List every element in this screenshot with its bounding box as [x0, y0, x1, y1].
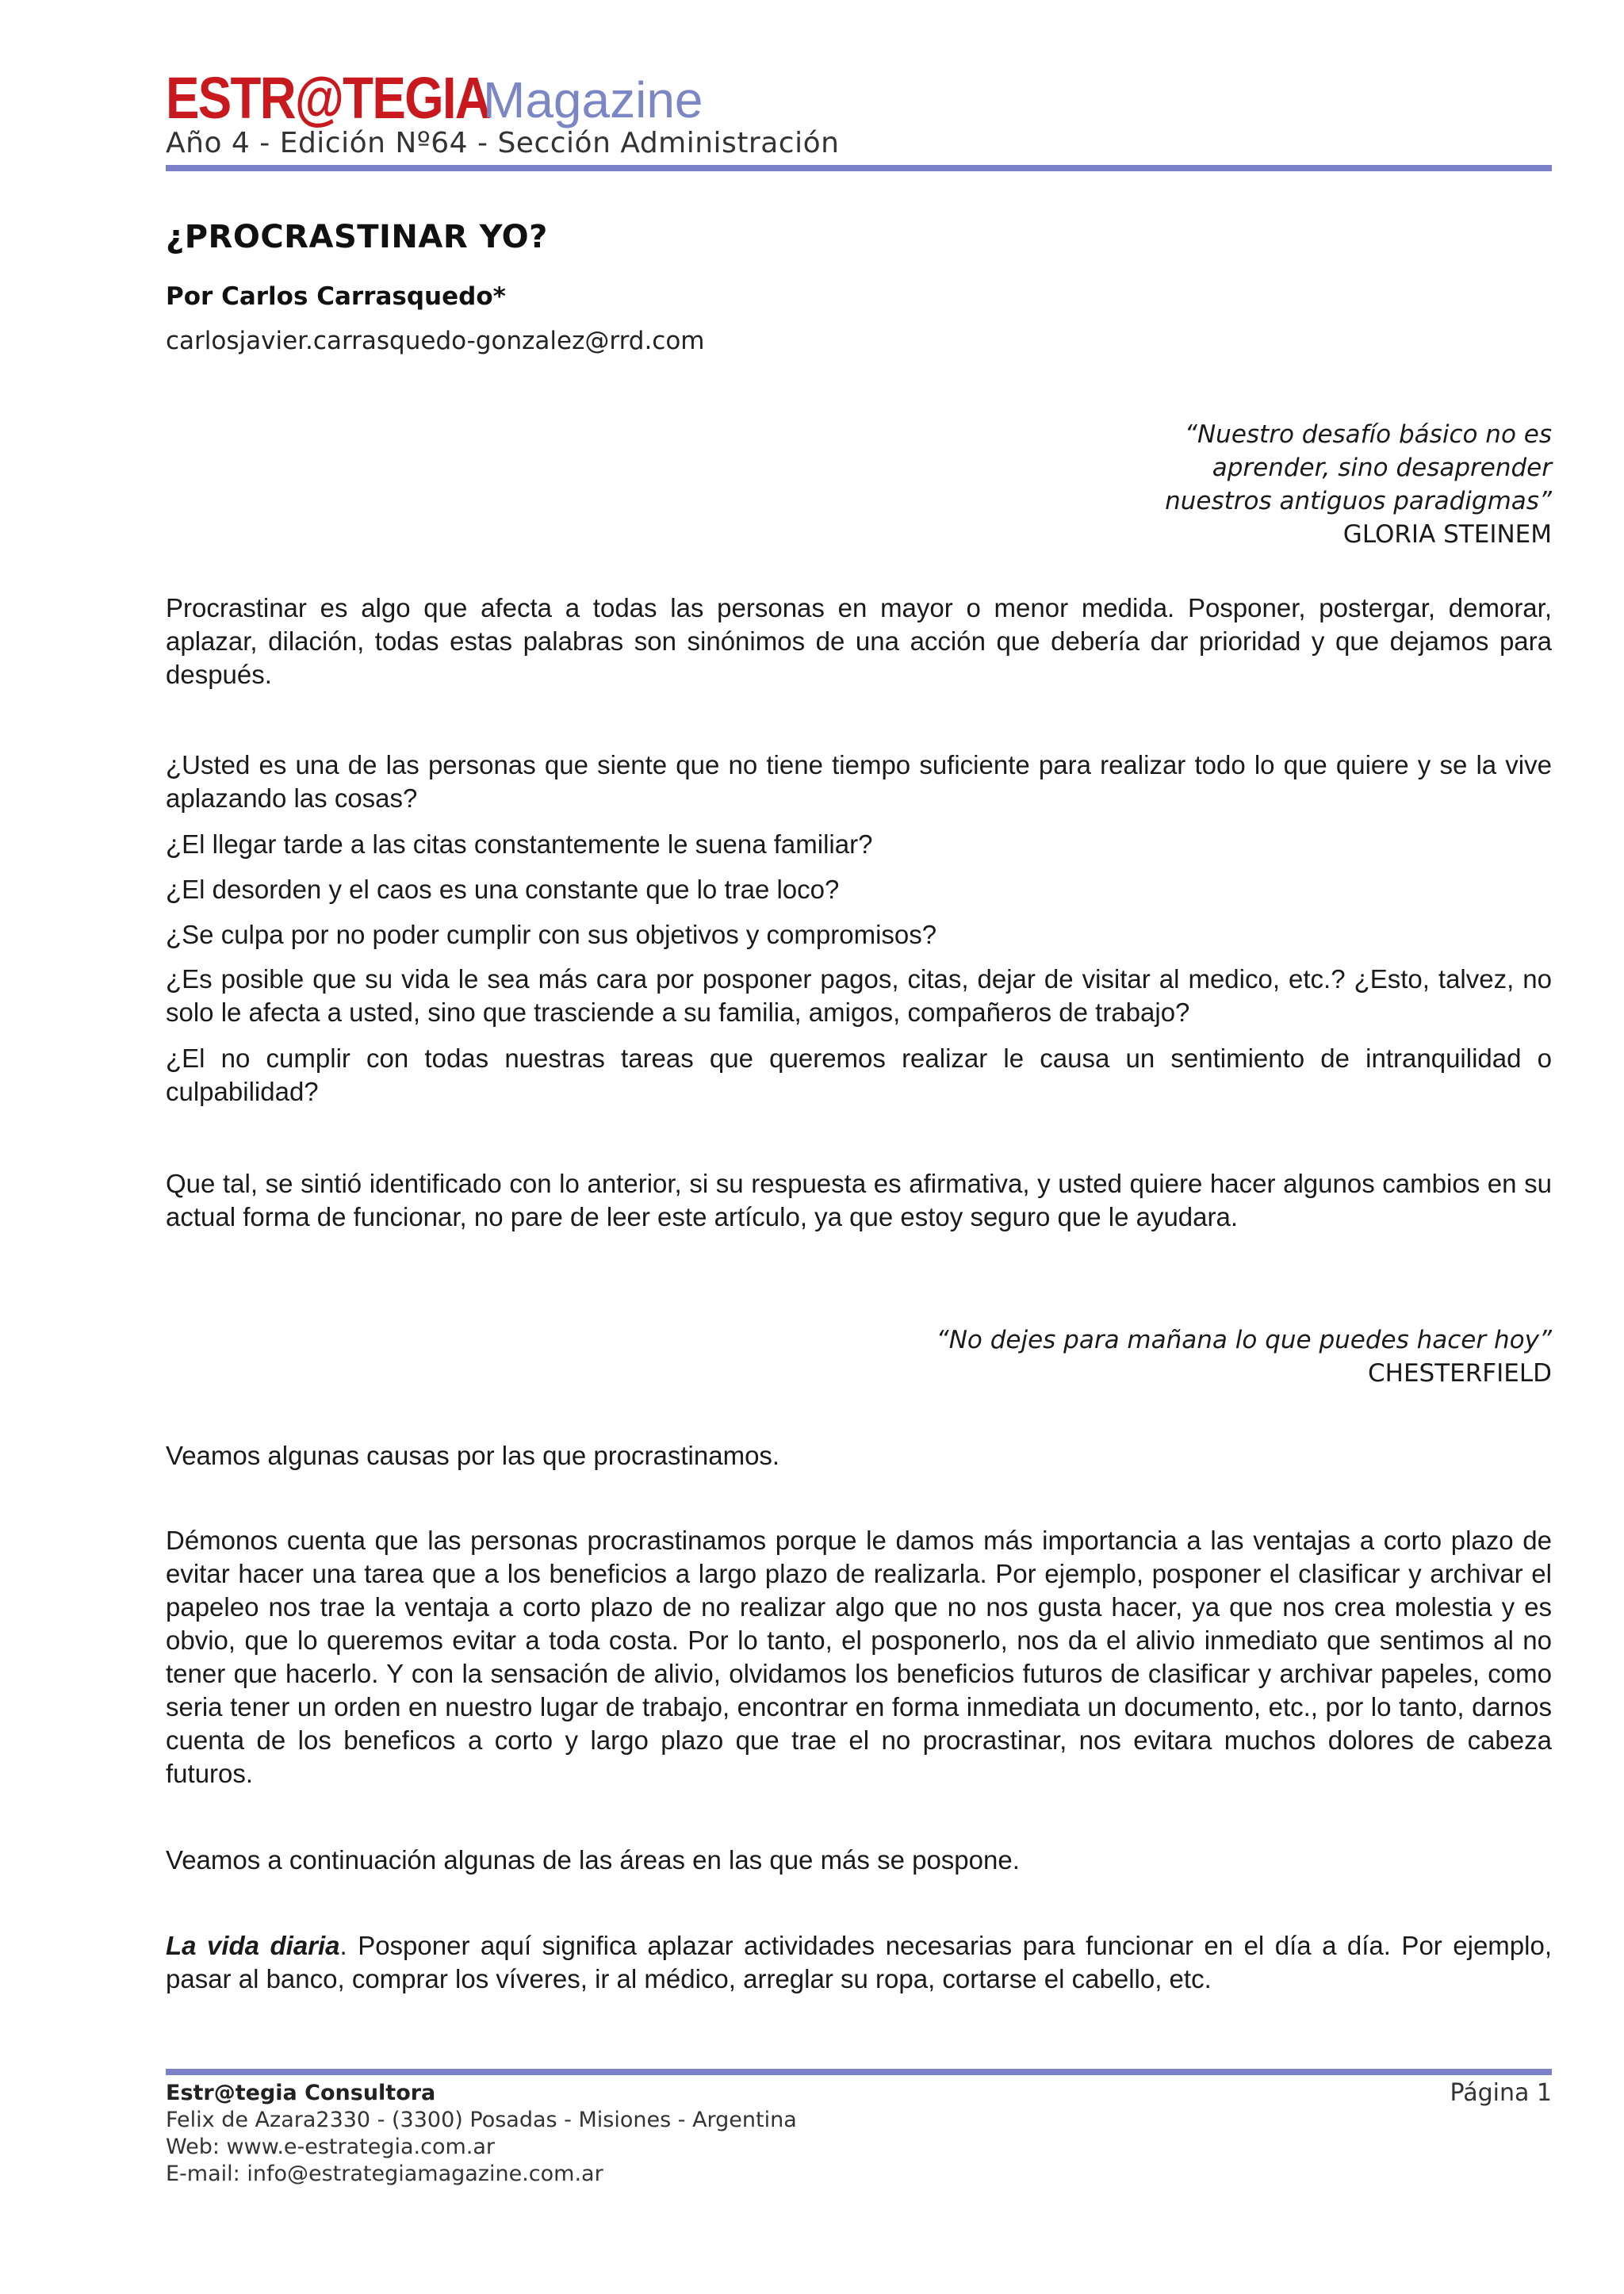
paragraph-daily-life — [166, 1929, 1552, 1996]
header-divider — [166, 165, 1552, 171]
daily-life-heading: La vida diaria — [166, 1931, 340, 1960]
question-5: ¿Es posible que su vida le sea más cara por posponer pagos, citas, dejar de visitar al medico, etc.? ¿Esto, talvez, no solo le afecta a usted, sino que trasciende a su familia, amigos, compañeros de trabajo? — [166, 964, 1552, 1027]
footer-email: E-mail: info@estrategiamagazine.com.ar — [166, 2162, 603, 2186]
article-title: ¿PROCRASTINAR YO? — [166, 219, 548, 255]
magazine-logo — [166, 65, 703, 131]
quote-author: GLORIA STEINEM — [1342, 520, 1552, 549]
question-1: ¿Usted es una de las personas que siente que no tiene tiempo suficiente para realizar todo lo que quiere y se la vive aplazando las cosas? — [166, 750, 1552, 813]
footer-company: Estr@tegia Consultora — [166, 2081, 436, 2105]
footer-address: Felix de Azara2330 - (3300) Posadas - Misiones - Argentina — [166, 2108, 797, 2132]
document-page — [166, 0, 1552, 2294]
logo-strong-text: ESTR@TEGIA — [166, 65, 491, 131]
paragraph-identified: Que tal, se sintió identificado con lo anterior, si su respuesta es afirmativa, y usted quiere hacer algunos cambios en su actual forma de funcionar, no pare de leer este artículo, ya que estoy seguro que le ayudara. — [166, 1169, 1552, 1231]
quote-text: “No dejes para mañana lo que puedes hacer hoy” — [936, 1326, 1552, 1354]
article-byline: Por Carlos Carrasquedo* — [166, 282, 506, 311]
paragraph-intro: Procrastinar es algo que afecta a todas las personas en mayor o menor medida. Posponer, postergar, demorar, aplazar, dilación, todas estas palabras son sinónimos de una acción que debería dar prioridad y que dejamos para después. — [166, 593, 1552, 689]
daily-life-text: . Posponer aquí significa aplazar actividades necesarias para funcionar en el día a día. Por ejemplo, pasar al banco, comprar los víveres, ir al médico, arreglar su ropa, cortarse el cabello, etc. — [166, 1931, 1552, 1993]
epigraph-quote-1 — [1108, 418, 1552, 551]
paragraph-causes: Démonos cuenta que las personas procrastinamos porque le damos más importancia a las ventajas a corto plazo de evitar hacer una tarea que a los beneficios a largo plazo de realizarla. Por ejemplo, posponer el clasificar y archivar el papeleo nos trae la ventaja a corto plazo de no realizar algo que no nos gusta hacer, ya que nos crea molestia y es obvio, que lo queremos evitar a toda costa. Por lo tanto, el posponerlo, nos da el alivio inmediato que sentimos al no tener que hacerlo. Y con la sensación de alivio, olvidamos los beneficios futuros de clasificar y archivar papeles, como seria tener un orden en nuestro lugar de trabajo, encontrar en forma inmediata un documento, etc., por lo tanto, darnos cuenta de los beneficos a corto y largo plazo que trae el no procrastinar, nos evitara muchos dolores de cabeza futuros. — [166, 1526, 1552, 1788]
epigraph-quote-2 — [936, 1323, 1552, 1390]
issue-line: Año 4 - Edición Nº64 - Sección Administración — [166, 127, 840, 159]
quote-text: “Nuestro desafío básico no es aprender, sino desaprender nuestros antiguos paradigmas” — [1165, 420, 1552, 515]
logo-light-text: Magazine — [483, 71, 703, 128]
paragraph-areas-intro: Veamos a continuación algunas de las áreas en las que más se pospone. — [166, 1845, 1020, 1875]
footer-divider — [166, 2069, 1552, 2075]
page-number: Página 1 — [1450, 2079, 1552, 2107]
question-2: ¿El llegar tarde a las citas constantemente le suena familiar? — [166, 829, 873, 859]
paragraph-causes-intro: Veamos algunas causas por las que procrastinamos. — [166, 1441, 780, 1470]
question-3: ¿El desorden y el caos es una constante que lo trae loco? — [166, 875, 840, 904]
author-email: carlosjavier.carrasquedo-gonzalez@rrd.com — [166, 327, 705, 355]
question-4: ¿Se culpa por no poder cumplir con sus objetivos y compromisos? — [166, 920, 937, 949]
quote-author: CHESTERFIELD — [1368, 1359, 1552, 1388]
question-6: ¿El no cumplir con todas nuestras tareas que queremos realizar le causa un sentimiento de intranquilidad o culpabilidad? — [166, 1044, 1552, 1106]
footer-web: Web: www.e-estrategia.com.ar — [166, 2135, 496, 2159]
